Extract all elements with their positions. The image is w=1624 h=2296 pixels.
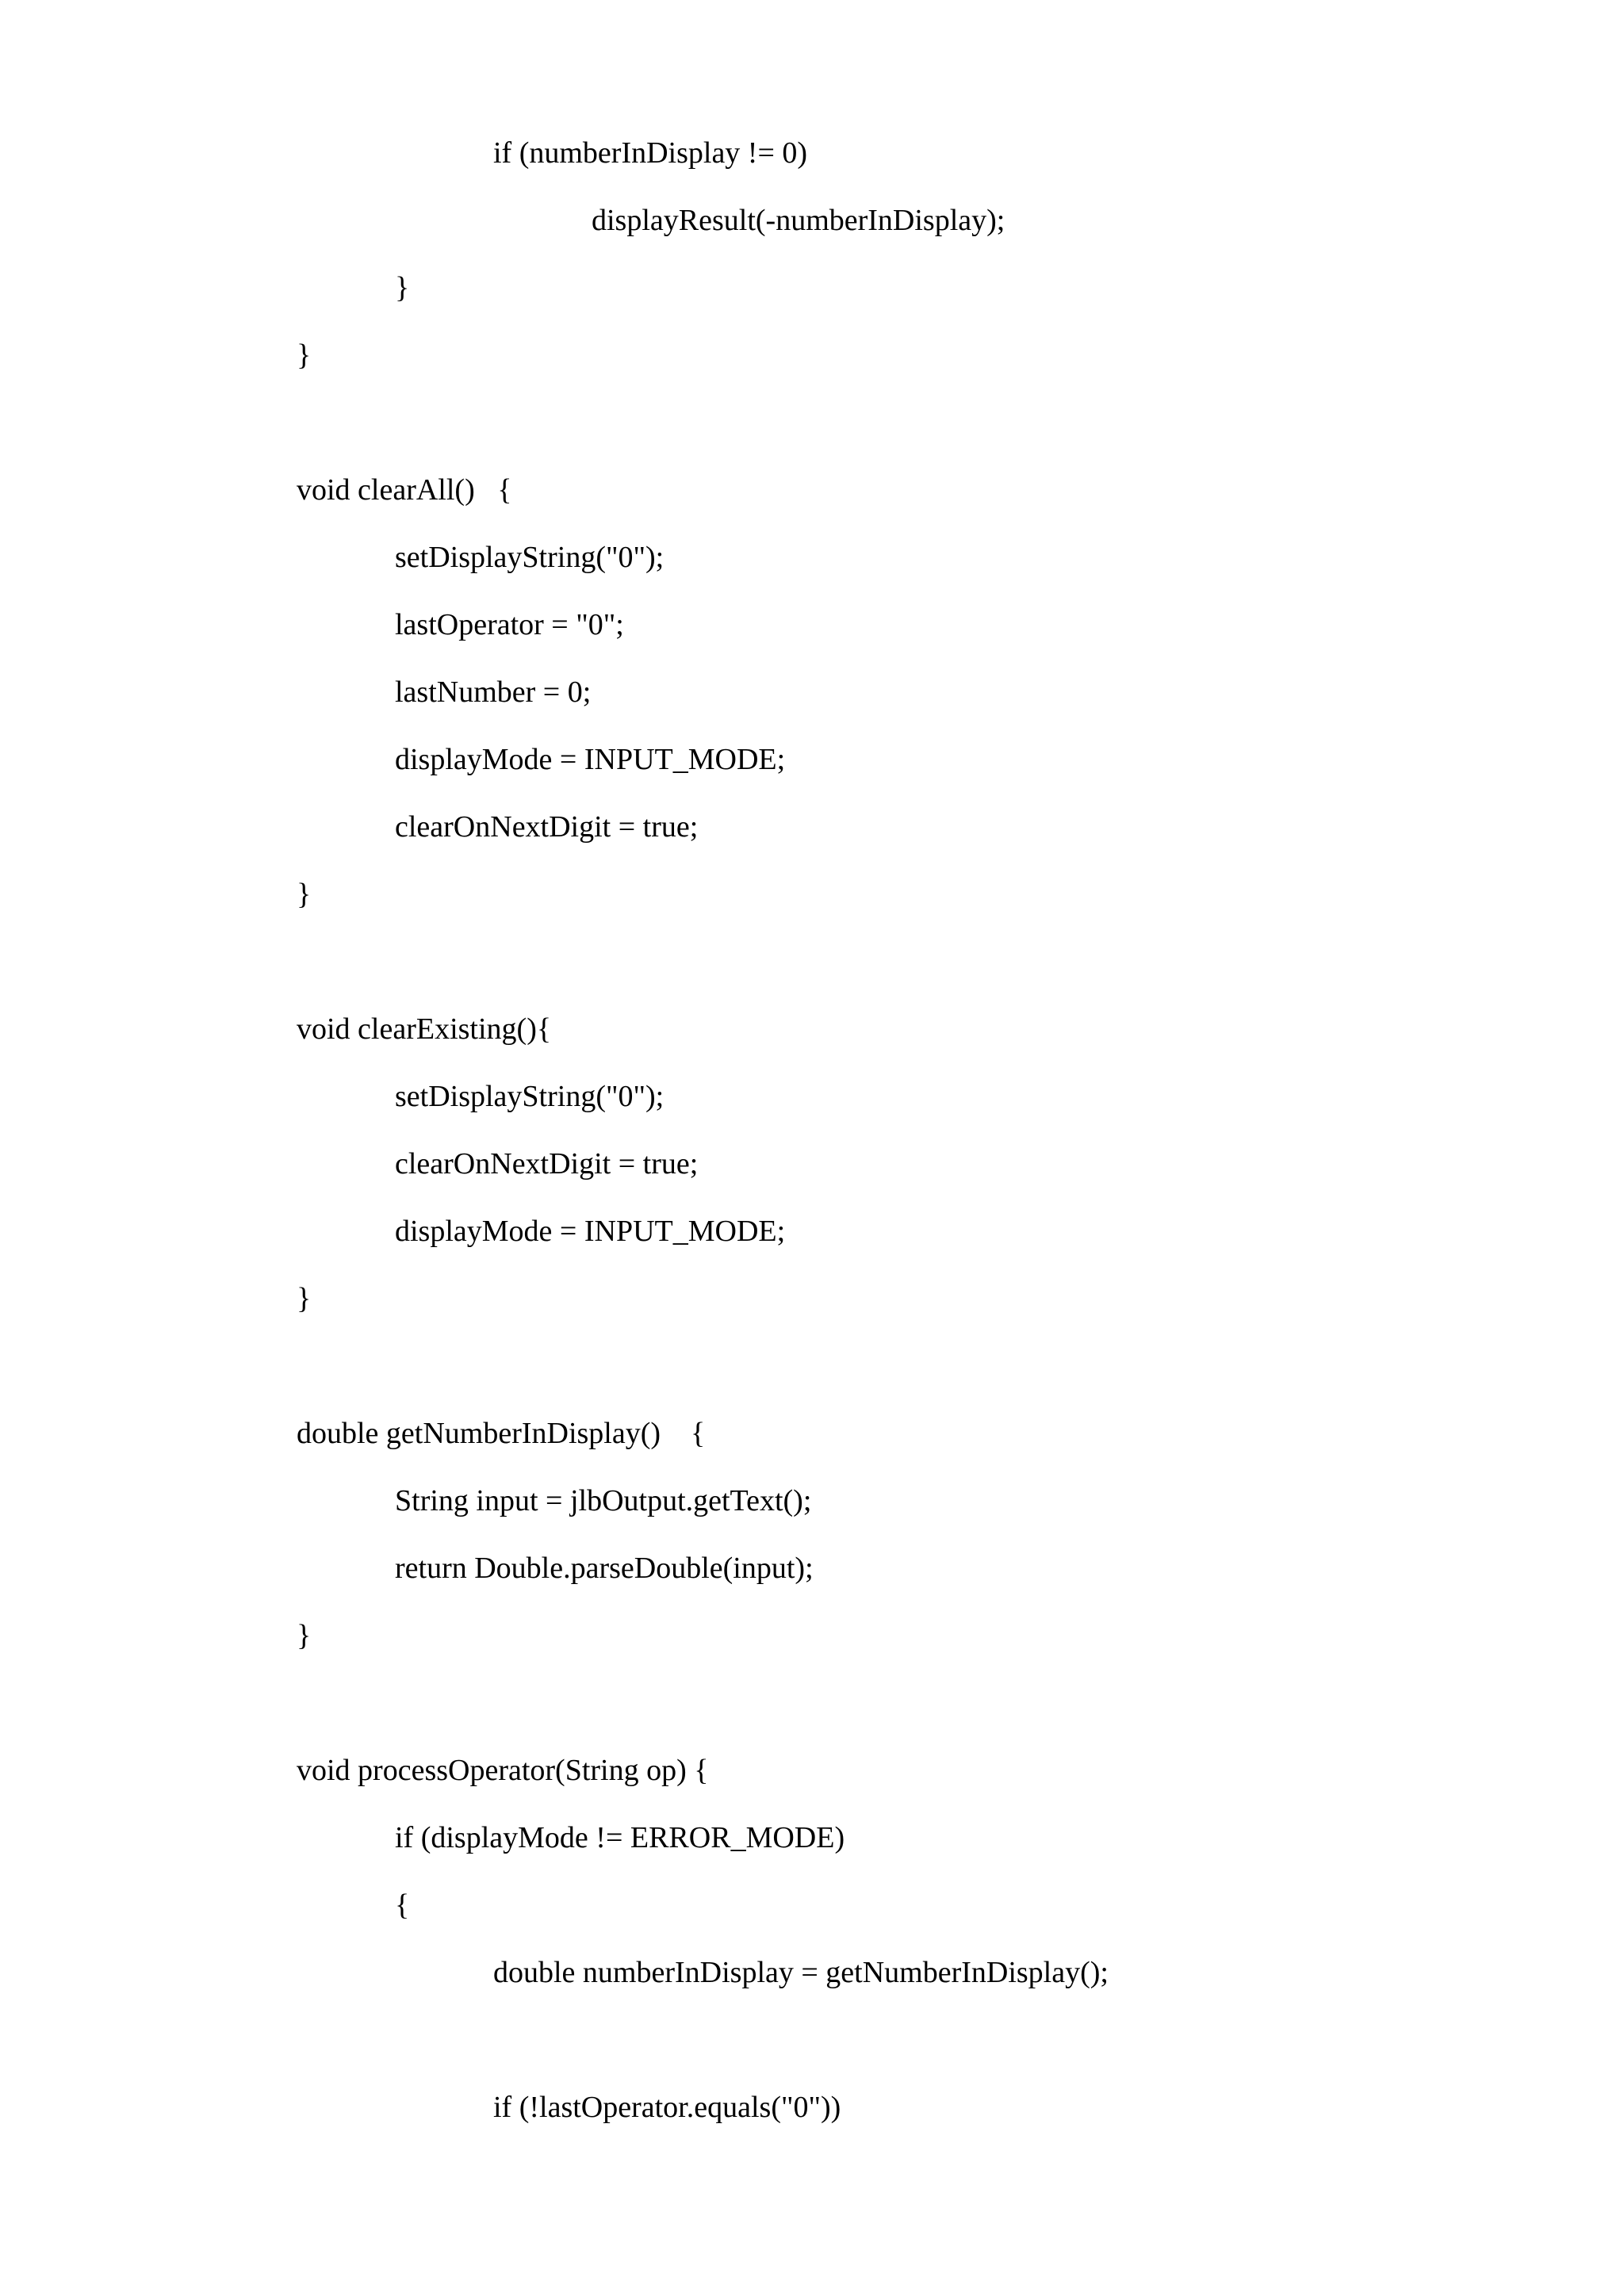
code-line-16: clearOnNextDigit = true; bbox=[395, 1147, 699, 1181]
code-line-15: setDisplayString("0"); bbox=[395, 1080, 665, 1113]
code-line-4: } bbox=[297, 339, 312, 372]
code-line-27: { bbox=[395, 1888, 410, 1922]
code-line-2: displayResult(-numberInDisplay); bbox=[592, 204, 1005, 237]
code-line-10: displayMode = INPUT_MODE; bbox=[395, 743, 786, 776]
code-line-11: clearOnNextDigit = true; bbox=[395, 810, 699, 844]
code-line-9: lastNumber = 0; bbox=[395, 675, 592, 709]
code-line-3: } bbox=[395, 271, 410, 304]
code-line-7: setDisplayString("0"); bbox=[395, 541, 665, 574]
code-line-6: void clearAll() { bbox=[297, 473, 512, 507]
code-line-8: lastOperator = "0"; bbox=[395, 608, 624, 641]
code-line-28: double numberInDisplay = getNumberInDisplay(); bbox=[493, 1956, 1109, 1989]
code-line-20: double getNumberInDisplay() { bbox=[297, 1417, 706, 1450]
code-line-22: return Double.parseDouble(input); bbox=[395, 1552, 814, 1585]
code-line-25: void processOperator(String op) { bbox=[297, 1754, 709, 1787]
code-line-21: String input = jlbOutput.getText(); bbox=[395, 1484, 812, 1517]
code-line-1: if (numberInDisplay != 0) bbox=[493, 136, 808, 170]
code-line-23: } bbox=[297, 1619, 312, 1652]
code-line-26: if (displayMode != ERROR_MODE) bbox=[395, 1821, 845, 1854]
code-line-14: void clearExisting(){ bbox=[297, 1012, 552, 1046]
code-line-30: if (!lastOperator.equals("0")) bbox=[493, 2091, 841, 2124]
code-line-18: } bbox=[297, 1282, 312, 1315]
code-line-17: displayMode = INPUT_MODE; bbox=[395, 1215, 786, 1248]
code-line-12: } bbox=[297, 878, 312, 911]
